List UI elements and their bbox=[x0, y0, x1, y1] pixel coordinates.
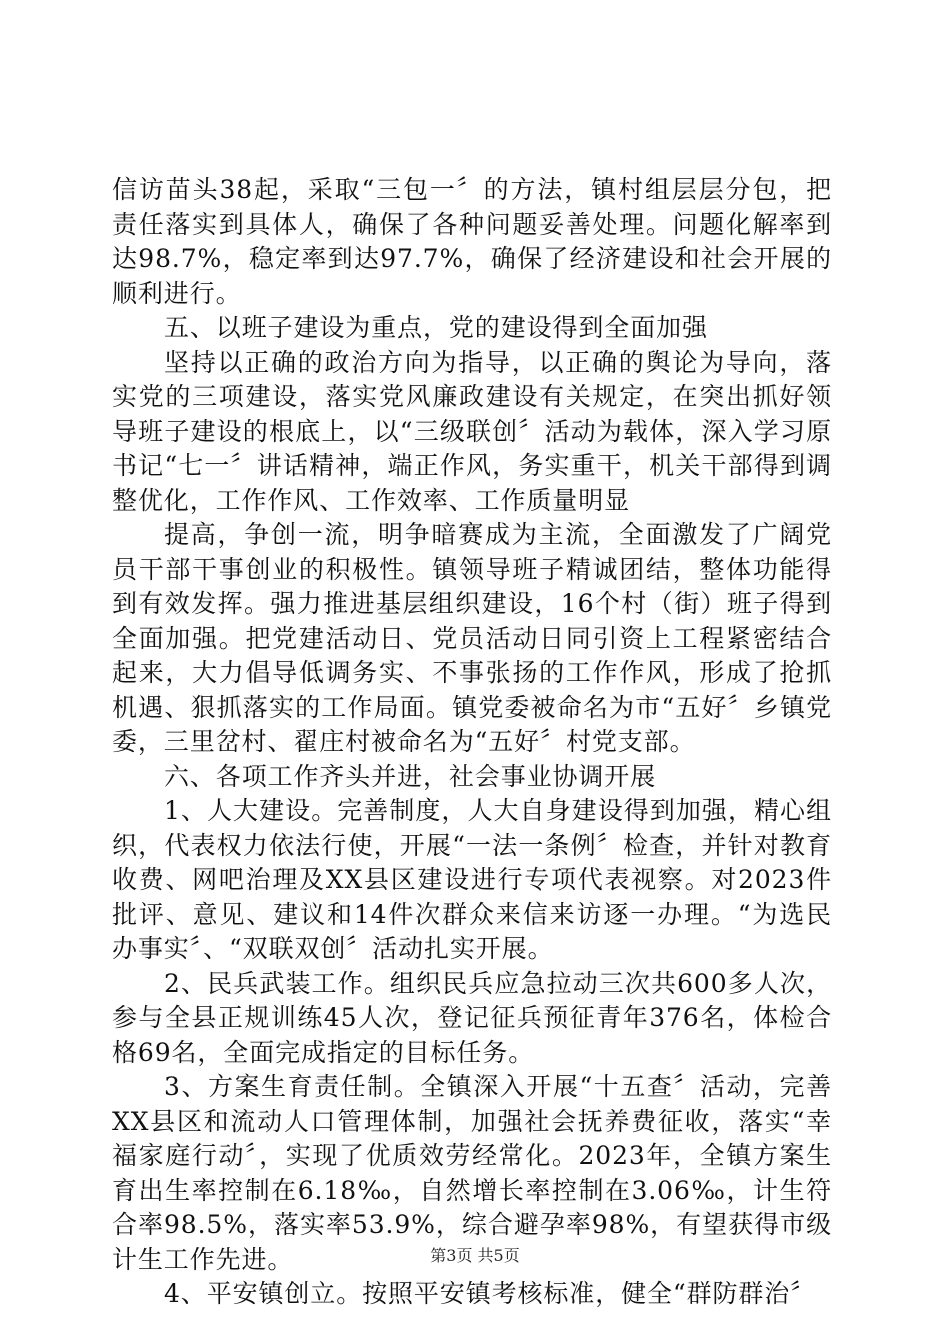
paragraph-2: 坚持以正确的政治方向为指导，以正确的舆论为导向，落实党的三项建设，落实党风廉政建设有关规定，在突出抓好领导班子建设的根底上，以“三级联创〞活动为载体，深入学习原书记“七一〞讲话精神，端正作风，务实重干，机关干部得到调整优化，工作作风、工作效率、工作质量明显 bbox=[112, 347, 832, 515]
paragraph-militia: 2、民兵武装工作。组织民兵应急拉动三次共600多人次，参与全县正规训练45人次，登记征兵预征青年376名，体检合格69名，全面完成指定的目标任务。 bbox=[112, 968, 832, 1067]
page-footer: 第3页 共5页 bbox=[430, 1246, 520, 1265]
paragraph-3: 提高，争创一流，明争暗赛成为主流，全面激发了广阔党员干部干事创业的积极性。镇领导班子精诚团结，整体功能得到有效发挥。强力推进基层组织建设，16个村（街）班子得到全面加强。把党建活动日、党员活动日同引资上工程紧密结合起来，大力倡导低调务实、不事张扬的工作作风，形成了抢抓机遇、狠抓落实的工作局面。镇党委被命名为市“五好〞乡镇党委，三里岔村、翟庄村被命名为“五好〞村党支部。 bbox=[112, 520, 832, 756]
paragraph-safe-town: 4、平安镇创立。按照平安镇考核标准，健全“群防群治〞 bbox=[164, 1279, 817, 1308]
paragraph-family-planning: 3、方案生育责任制。全镇深入开展“十五查〞活动，完善XX县区和流动人口管理体制，加强社会抚养费征收，落实“幸福家庭行动〞，实现了优质效劳经常化。2023年，全镇方案生育出生率控制在6.18‰，自然增长率控制在3.06‰，计生符合率98.5%，落实率53.9%，综合避孕率98%，有望获得市级计生工作先进。 bbox=[112, 1072, 832, 1274]
document-body bbox=[112, 173, 832, 1312]
section-heading-6: 六、各项工作齐头并进，社会事业协调开展 bbox=[164, 761, 657, 791]
section-heading-5: 五、以班子建设为重点，党的建设得到全面加强 bbox=[164, 313, 708, 342]
paragraph-1: 信访苗头38起，采取“三包一〞的方法，镇村组层层分包，把责任落实到具体人，确保了各种问题妥善处理。问题化解率到达98.7%，稳定率到达97.7%，确保了经济建设和社会开展的顺利进行。 bbox=[112, 175, 832, 308]
paragraph-people-congress: 1、人大建设。完善制度，人大自身建设得到加强，精心组织，代表权力依法行使，开展“一法一条例〞检查，并针对教育收费、网吧治理及XX县区建设进行专项代表视察。对2023件批评、意见、建议和14件次群众来信来访逐一办理。“为选民办事实〞、“双联双创〞活动扎实开展。 bbox=[112, 796, 832, 963]
